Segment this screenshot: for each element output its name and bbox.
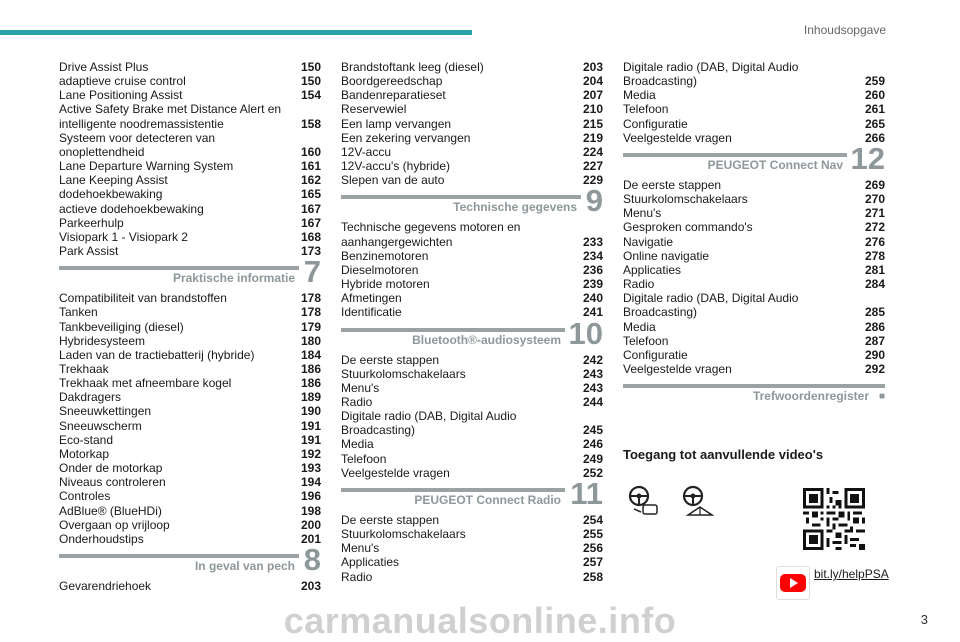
toc-entry-page: 162 bbox=[300, 173, 321, 188]
toc-entry-title: Active Safety Brake met Distance Alert en bbox=[59, 102, 282, 117]
section-rule bbox=[59, 266, 299, 270]
toc-entry-page: 194 bbox=[300, 475, 321, 490]
toc-entry[interactable] bbox=[623, 74, 885, 88]
toc-entry-title: Navigatie bbox=[623, 234, 674, 249]
toc-entry-title: De eerste stappen bbox=[341, 512, 440, 527]
toc-entry-title: Trekhaak bbox=[59, 361, 109, 376]
toc-entry[interactable] bbox=[59, 102, 321, 116]
toc-entry[interactable] bbox=[341, 452, 603, 466]
toc-entry-page: 189 bbox=[300, 390, 321, 405]
toc-entry-page: 196 bbox=[300, 489, 321, 504]
toc-entry-title: Online navigatie bbox=[623, 248, 710, 263]
toc-entry-page: 281 bbox=[864, 262, 885, 277]
section-rule bbox=[59, 554, 299, 558]
toc-entry[interactable] bbox=[623, 249, 885, 263]
toc-entry-title: Dakdragers bbox=[59, 390, 122, 405]
toc-column-1 bbox=[59, 60, 321, 593]
toc-entry[interactable] bbox=[59, 348, 321, 362]
toc-entry-title: Lane Positioning Assist bbox=[59, 88, 183, 103]
toc-column-3 bbox=[623, 60, 885, 409]
toc-entry-title: Menu's bbox=[341, 380, 380, 395]
toc-entry-title: Technische gegevens motoren en bbox=[341, 220, 521, 235]
toc-entry-page: 191 bbox=[300, 432, 321, 447]
toc-entry[interactable] bbox=[59, 291, 321, 305]
toc-entry-page: 236 bbox=[582, 262, 603, 277]
section-header[interactable] bbox=[623, 377, 885, 409]
toc-entry[interactable] bbox=[59, 362, 321, 376]
toc-entry-page: 165 bbox=[300, 187, 321, 202]
toc-entry-title: Dieselmotoren bbox=[341, 262, 419, 277]
section-number: 11 bbox=[570, 475, 603, 511]
section-number: 10 bbox=[568, 315, 603, 351]
toc-entry-title: Media bbox=[623, 319, 656, 334]
toc-entry-page: 272 bbox=[864, 220, 885, 235]
section-title: Trefwoordenregister bbox=[752, 389, 869, 404]
toc-entry[interactable] bbox=[623, 320, 885, 334]
section-number: 8 bbox=[303, 542, 321, 577]
toc-entry[interactable] bbox=[623, 131, 885, 145]
toc-entry-title: aanhangergewichten bbox=[341, 234, 453, 249]
toc-entry-page: 256 bbox=[582, 541, 603, 556]
section-number: 9 bbox=[585, 183, 603, 219]
toc-entry[interactable] bbox=[341, 367, 603, 381]
toc-entry-page: 261 bbox=[864, 102, 885, 117]
toc-entry[interactable] bbox=[623, 291, 885, 305]
toc-entry[interactable] bbox=[341, 131, 603, 145]
toc-entry[interactable] bbox=[341, 277, 603, 291]
toc-entry-title: Afmetingen bbox=[341, 291, 402, 306]
toc-entry-page: 150 bbox=[300, 60, 321, 74]
toc-entry-page: 286 bbox=[864, 319, 885, 334]
toc-entry-page: 269 bbox=[864, 177, 885, 192]
toc-entry-title: onoplettendheid bbox=[59, 144, 145, 159]
toc-entry-page: 184 bbox=[300, 347, 321, 362]
toc-entry-title: Niveaus controleren bbox=[59, 475, 166, 490]
section-number: ■ bbox=[878, 391, 885, 403]
toc-entry-title: 12V-accu's (hybride) bbox=[341, 159, 451, 174]
toc-entry-title: Broadcasting) bbox=[623, 305, 698, 320]
toc-entry-page: 178 bbox=[300, 291, 321, 306]
toc-entry[interactable] bbox=[623, 88, 885, 102]
toc-entry[interactable] bbox=[623, 235, 885, 249]
toc-entry-page: 160 bbox=[300, 144, 321, 159]
toc-entry-title: Reservewiel bbox=[341, 102, 407, 117]
toc-entry-page: 229 bbox=[582, 173, 603, 188]
toc-entry[interactable] bbox=[59, 88, 321, 102]
toc-entry[interactable] bbox=[59, 404, 321, 418]
toc-entry-title: Radio bbox=[623, 277, 655, 292]
toc-entry[interactable] bbox=[59, 579, 321, 593]
toc-entry[interactable] bbox=[59, 244, 321, 258]
section-header[interactable] bbox=[59, 254, 321, 291]
toc-entry-page: 186 bbox=[300, 376, 321, 391]
toc-entry-page: 200 bbox=[300, 517, 321, 532]
toc-entry-page: 192 bbox=[300, 446, 321, 461]
toc-entry[interactable] bbox=[623, 102, 885, 116]
toc-entry[interactable] bbox=[341, 423, 603, 437]
toc-entry[interactable] bbox=[341, 541, 603, 555]
toc-entry-page: 240 bbox=[582, 291, 603, 306]
section-header[interactable] bbox=[341, 315, 603, 353]
toc-entry[interactable] bbox=[59, 419, 321, 433]
steering-wheel-nav-icon bbox=[680, 485, 714, 519]
toc-entry-title: Bandenreparatieset bbox=[341, 88, 446, 103]
toc-entry-title: Veelgestelde vragen bbox=[623, 130, 732, 145]
toc-entry-title: Identificatie bbox=[341, 305, 402, 320]
toc-entry-page: 246 bbox=[582, 437, 603, 452]
toc-entry-title: Visiopark 1 - Visiopark 2 bbox=[59, 229, 188, 244]
toc-entry-title: Broadcasting) bbox=[623, 74, 698, 89]
toc-entry[interactable] bbox=[59, 489, 321, 503]
toc-entry-title: Overgaan op vrijloop bbox=[59, 517, 170, 532]
toc-entry-page: 292 bbox=[864, 361, 885, 376]
toc-entry[interactable] bbox=[59, 60, 321, 74]
toc-entry-title: Menu's bbox=[341, 541, 380, 556]
toc-entry-title: Stuurkolomschakelaars bbox=[341, 527, 466, 542]
section-title: Praktische informatie bbox=[172, 271, 295, 286]
toc-entry-page: 254 bbox=[582, 512, 603, 527]
section-title: Bluetooth®-audiosysteem bbox=[412, 332, 561, 347]
toc-entry[interactable] bbox=[623, 220, 885, 234]
toc-entry-title: Telefoon bbox=[341, 451, 387, 466]
toc-entry[interactable] bbox=[341, 102, 603, 116]
toc-entry-page: 234 bbox=[582, 248, 603, 263]
section-title: PEUGEOT Connect Radio bbox=[414, 492, 561, 507]
section-rule bbox=[623, 384, 885, 388]
toc-entry-page: 161 bbox=[300, 159, 321, 174]
toc-entry-page: 186 bbox=[300, 361, 321, 376]
toc-entry-title: Configuratie bbox=[623, 116, 688, 131]
toc-entry[interactable] bbox=[623, 348, 885, 362]
toc-entry-page: 284 bbox=[864, 277, 885, 292]
toc-entry-page: 224 bbox=[582, 144, 603, 159]
toc-entry[interactable] bbox=[623, 117, 885, 131]
toc-entry-page: 278 bbox=[864, 248, 885, 263]
section-header[interactable] bbox=[341, 183, 603, 220]
toc-entry-page: 252 bbox=[582, 465, 603, 480]
toc-entry[interactable] bbox=[341, 220, 603, 234]
toc-entry[interactable] bbox=[623, 60, 885, 74]
toc-entry[interactable] bbox=[341, 159, 603, 173]
toc-entry-page: 198 bbox=[300, 503, 321, 518]
toc-entry[interactable] bbox=[59, 504, 321, 518]
toc-entry[interactable] bbox=[341, 291, 603, 305]
toc-entry[interactable] bbox=[341, 263, 603, 277]
toc-entry-page: 258 bbox=[582, 569, 603, 584]
toc-entry-page: 219 bbox=[582, 130, 603, 145]
toc-entry-page: 210 bbox=[582, 102, 603, 117]
toc-entry-page: 285 bbox=[864, 305, 885, 320]
toc-entry-title: Brandstoftank leeg (diesel) bbox=[341, 60, 484, 74]
toc-entry-title: Systeem voor detecteren van bbox=[59, 130, 216, 145]
toc-entry[interactable] bbox=[59, 230, 321, 244]
toc-entry-page: 244 bbox=[582, 394, 603, 409]
toc-entry-page: 154 bbox=[300, 88, 321, 103]
toc-entry[interactable] bbox=[59, 202, 321, 216]
toc-column-2 bbox=[341, 60, 603, 584]
toc-entry[interactable] bbox=[623, 277, 885, 291]
toc-entry-title: Telefoon bbox=[623, 333, 669, 348]
toc-entry-title: 12V-accu bbox=[341, 144, 392, 159]
toc-entry-page: 259 bbox=[864, 74, 885, 89]
toc-entry[interactable] bbox=[341, 74, 603, 88]
section-header[interactable] bbox=[623, 140, 885, 178]
toc-entry-title: Sneeuwscherm bbox=[59, 418, 142, 433]
toc-entry-page: 239 bbox=[582, 277, 603, 292]
toc-entry[interactable] bbox=[59, 461, 321, 475]
toc-entry-title: Lane Keeping Assist bbox=[59, 173, 168, 188]
toc-entry-title: Onderhoudstips bbox=[59, 531, 144, 546]
toc-entry-title: Digitale radio (DAB, Digital Audio bbox=[623, 291, 799, 306]
toc-entry-title: Laden van de tractiebatterij (hybride) bbox=[59, 347, 255, 362]
toc-entry-title: Een zekering vervangen bbox=[341, 130, 471, 145]
toc-entry-title: Veelgestelde vragen bbox=[341, 465, 450, 480]
toc-entry[interactable] bbox=[341, 305, 603, 319]
toc-entry-page: 287 bbox=[864, 333, 885, 348]
toc-entry-title: Media bbox=[623, 88, 656, 103]
toc-entry-page: 260 bbox=[864, 88, 885, 103]
toc-entry-title: Tankbeveiliging (diesel) bbox=[59, 319, 184, 334]
section-title: PEUGEOT Connect Nav bbox=[707, 157, 843, 172]
section-number: 7 bbox=[303, 254, 321, 290]
toc-entry[interactable] bbox=[59, 187, 321, 201]
toc-entry-title: Media bbox=[341, 437, 374, 452]
toc-entry-title: Gesproken commando's bbox=[623, 220, 753, 235]
toc-entry[interactable] bbox=[59, 145, 321, 159]
toc-entry-page: 266 bbox=[864, 130, 885, 145]
toc-entry-title: Gevarendriehoek bbox=[59, 579, 152, 593]
youtube-icon[interactable] bbox=[776, 566, 810, 600]
toc-entry-title: Een lamp vervangen bbox=[341, 116, 452, 131]
toc-entry-page: 257 bbox=[582, 555, 603, 570]
toc-entry-title: Trekhaak met afneembare kogel bbox=[59, 376, 232, 391]
toc-entry[interactable] bbox=[623, 263, 885, 277]
videos-heading: Toegang tot aanvullende video's bbox=[623, 447, 824, 462]
toc-entry-title: De eerste stappen bbox=[341, 352, 440, 367]
toc-entry[interactable] bbox=[59, 131, 321, 145]
toc-entry[interactable] bbox=[59, 320, 321, 334]
toc-entry[interactable] bbox=[341, 249, 603, 263]
toc-entry[interactable] bbox=[623, 192, 885, 206]
toc-entry-title: Radio bbox=[341, 394, 373, 409]
toc-entry-title: Sneeuwkettingen bbox=[59, 404, 152, 419]
section-rule bbox=[341, 195, 581, 199]
toc-entry-page: 203 bbox=[582, 60, 603, 74]
toc-entry-title: Park Assist bbox=[59, 244, 119, 259]
toc-entry[interactable] bbox=[341, 173, 603, 187]
toc-entry[interactable] bbox=[59, 475, 321, 489]
toc-entry[interactable] bbox=[341, 466, 603, 480]
toc-entry-title: adaptieve cruise control bbox=[59, 74, 186, 89]
toc-entry[interactable] bbox=[59, 532, 321, 546]
toc-entry[interactable] bbox=[623, 305, 885, 319]
toc-entry-title: dodehoekbewaking bbox=[59, 187, 163, 202]
section-title: Technische gegevens bbox=[453, 200, 577, 215]
toc-entry-title: Configuratie bbox=[623, 347, 688, 362]
toc-entry-page: 255 bbox=[582, 527, 603, 542]
toc-entry-title: Compatibiliteit van brandstoffen bbox=[59, 291, 227, 306]
toc-entry-title: Lane Departure Warning System bbox=[59, 159, 234, 174]
toc-entry-page: 201 bbox=[300, 531, 321, 546]
toc-entry[interactable] bbox=[341, 555, 603, 569]
toc-entry-page: 241 bbox=[582, 305, 603, 320]
toc-entry-page: 191 bbox=[300, 418, 321, 433]
toc-entry-title: Controles bbox=[59, 489, 111, 504]
toc-entry[interactable] bbox=[341, 527, 603, 541]
section-rule bbox=[341, 328, 565, 332]
toc-entry-title: Broadcasting) bbox=[341, 423, 416, 438]
toc-entry-title: actieve dodehoekbewaking bbox=[59, 201, 204, 216]
toc-entry-title: Parkeerhulp bbox=[59, 215, 124, 230]
section-title: In geval van pech bbox=[194, 559, 295, 573]
toc-entry-title: Boordgereedschap bbox=[341, 74, 443, 89]
toc-entry[interactable] bbox=[59, 159, 321, 173]
toc-entry-title: Telefoon bbox=[623, 102, 669, 117]
toc-entry-page: 158 bbox=[300, 116, 321, 131]
page-header-title: Inhoudsopgave bbox=[803, 23, 886, 37]
toc-entry-page: 150 bbox=[300, 74, 321, 89]
toc-entry[interactable] bbox=[59, 173, 321, 187]
toc-entry-title: Benzinemotoren bbox=[341, 248, 429, 263]
toc-entry[interactable] bbox=[341, 381, 603, 395]
toc-entry-title: Eco-stand bbox=[59, 432, 114, 447]
toc-entry[interactable] bbox=[341, 145, 603, 159]
toc-entry[interactable] bbox=[341, 437, 603, 451]
watermark: carmanualsonline.info bbox=[283, 600, 677, 641]
toc-entry[interactable] bbox=[59, 447, 321, 461]
header-accent-bar bbox=[0, 30, 472, 35]
toc-entry[interactable] bbox=[623, 362, 885, 376]
toc-entry-page: 265 bbox=[864, 116, 885, 131]
toc-entry-title: Applicaties bbox=[341, 555, 400, 570]
toc-entry-title: Applicaties bbox=[623, 262, 682, 277]
toc-entry[interactable] bbox=[59, 74, 321, 88]
toc-entry-page: 242 bbox=[582, 352, 603, 367]
qr-code[interactable] bbox=[803, 488, 865, 550]
toc-entry[interactable] bbox=[341, 88, 603, 102]
toc-entry-title: Radio bbox=[341, 569, 373, 584]
toc-entry-title: Onder de motorkap bbox=[59, 461, 163, 476]
toc-entry[interactable] bbox=[341, 409, 603, 423]
section-header[interactable] bbox=[341, 475, 603, 513]
toc-entry[interactable] bbox=[59, 334, 321, 348]
section-header[interactable] bbox=[59, 542, 321, 579]
toc-entry-page: 271 bbox=[864, 206, 885, 221]
toc-entry-page: 179 bbox=[300, 319, 321, 334]
section-rule bbox=[341, 488, 565, 492]
toc-entry-title: Motorkap bbox=[59, 446, 110, 461]
toc-entry-page: 193 bbox=[300, 461, 321, 476]
toc-entry-title: Stuurkolomschakelaars bbox=[341, 366, 466, 381]
steering-wheel-phone-icon bbox=[626, 485, 660, 519]
toc-entry[interactable] bbox=[59, 433, 321, 447]
toc-entry-page: 290 bbox=[864, 347, 885, 362]
toc-entry-title: Stuurkolomschakelaars bbox=[623, 192, 748, 207]
toc-entry-page: 233 bbox=[582, 234, 603, 249]
toc-entry-page: 203 bbox=[300, 579, 321, 593]
toc-entry-page: 243 bbox=[582, 366, 603, 381]
toc-entry-page: 167 bbox=[300, 215, 321, 230]
toc-entry[interactable] bbox=[623, 206, 885, 220]
toc-entry[interactable] bbox=[341, 353, 603, 367]
toc-entry-page: 215 bbox=[582, 116, 603, 131]
toc-entry-title: Veelgestelde vragen bbox=[623, 361, 732, 376]
toc-entry-title: AdBlue® (BlueHDi) bbox=[59, 503, 162, 518]
toc-entry[interactable] bbox=[59, 376, 321, 390]
toc-entry[interactable] bbox=[341, 117, 603, 131]
toc-entry[interactable] bbox=[59, 518, 321, 532]
toc-entry[interactable] bbox=[341, 513, 603, 527]
toc-entry[interactable] bbox=[341, 395, 603, 409]
toc-entry[interactable] bbox=[341, 570, 603, 584]
toc-entry-page: 270 bbox=[864, 192, 885, 207]
toc-entry-title: Slepen van de auto bbox=[341, 173, 445, 188]
toc-entry-title: De eerste stappen bbox=[623, 177, 722, 192]
toc-entry-page: 245 bbox=[582, 423, 603, 438]
toc-entry[interactable] bbox=[341, 235, 603, 249]
toc-entry-page: 167 bbox=[300, 201, 321, 216]
toc-entry-title: Drive Assist Plus bbox=[59, 60, 149, 74]
page-number: 3 bbox=[920, 612, 928, 627]
toc-entry[interactable] bbox=[623, 334, 885, 348]
toc-entry[interactable] bbox=[341, 60, 603, 74]
toc-entry-page: 249 bbox=[582, 451, 603, 466]
toc-entry-page: 180 bbox=[300, 333, 321, 348]
help-video-link[interactable]: bit.ly/helpPSA bbox=[814, 567, 889, 581]
toc-entry-title: Digitale radio (DAB, Digital Audio bbox=[341, 409, 517, 424]
toc-entry-page: 178 bbox=[300, 305, 321, 320]
toc-entry-title: Digitale radio (DAB, Digital Audio bbox=[623, 60, 799, 74]
toc-entry-page: 190 bbox=[300, 404, 321, 419]
toc-entry-page: 173 bbox=[300, 244, 321, 259]
toc-entry-page: 204 bbox=[582, 74, 603, 89]
toc-entry-page: 276 bbox=[864, 234, 885, 249]
toc-entry-page: 243 bbox=[582, 380, 603, 395]
toc-entry-title: Menu's bbox=[623, 206, 662, 221]
toc-entry-title: Tanken bbox=[59, 305, 98, 320]
toc-entry-title: intelligente noodremassistentie bbox=[59, 116, 224, 131]
toc-entry[interactable] bbox=[59, 390, 321, 404]
toc-entry[interactable] bbox=[59, 305, 321, 319]
toc-entry-page: 227 bbox=[582, 159, 603, 174]
section-number: 12 bbox=[850, 140, 885, 176]
toc-entry-page: 168 bbox=[300, 229, 321, 244]
section-rule bbox=[623, 153, 847, 157]
toc-entry-page: 207 bbox=[582, 88, 603, 103]
toc-entry[interactable] bbox=[59, 117, 321, 131]
toc-entry-title: Hybridesysteem bbox=[59, 333, 146, 348]
toc-entry-title: Hybride motoren bbox=[341, 277, 430, 292]
toc-entry[interactable] bbox=[59, 216, 321, 230]
toc-entry[interactable] bbox=[623, 178, 885, 192]
